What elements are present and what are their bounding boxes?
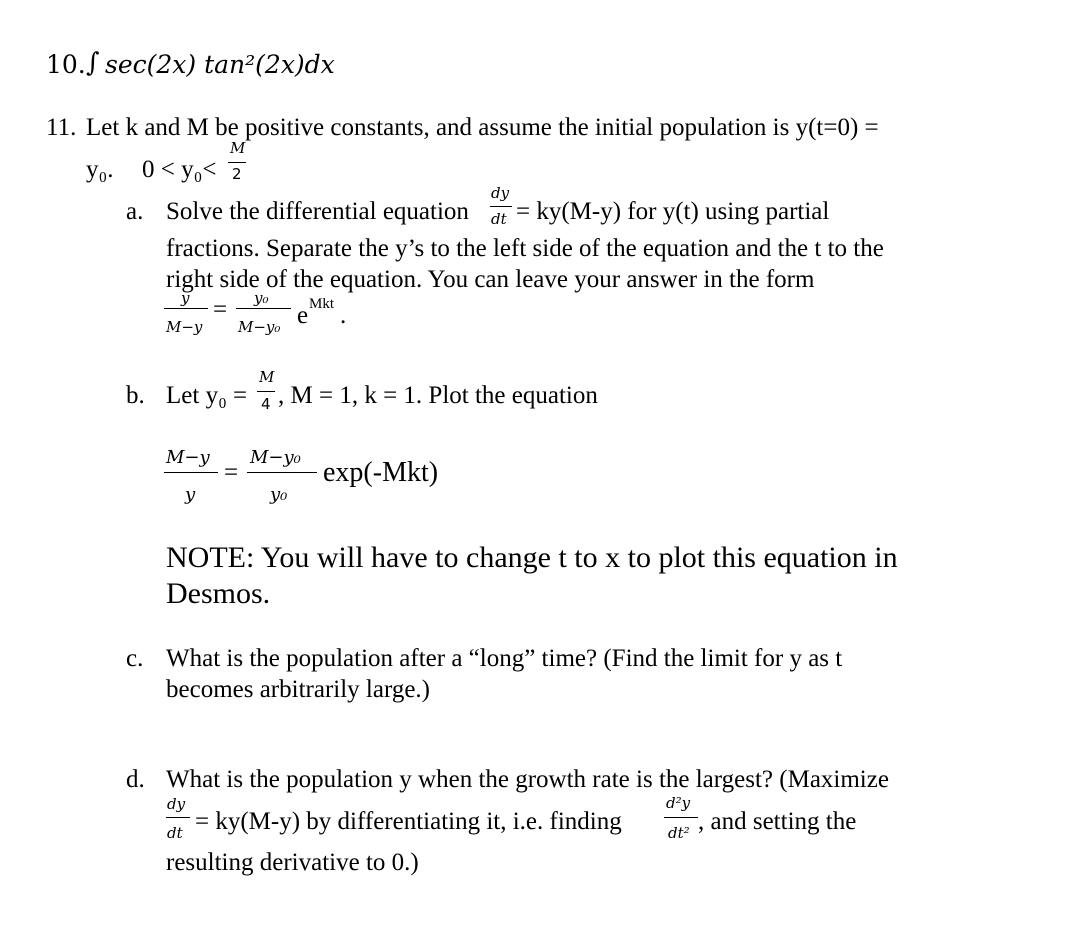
part-b-fraction-denominator: 4 (261, 395, 271, 413)
part-a-line3: right side of the equation. You can leave your answer in the form (166, 266, 815, 293)
part-d-derivative-bar (166, 817, 190, 818)
form-lhs-denominator: M−y (166, 318, 203, 336)
part-a-dy: dy (491, 184, 510, 202)
part-d-line1: What is the population y when the growth rate is the largest? (Maximize (166, 766, 889, 793)
form-exponent: Mkt (309, 296, 335, 312)
condition-fraction-numerator: M (230, 139, 246, 157)
part-b-text-end: , M = 1, k = 1. Plot the equation (278, 382, 598, 409)
part-d-label: d. (126, 766, 145, 793)
part-b-label: b. (126, 382, 145, 409)
form-rhs-denominator: M−y₀ (238, 318, 281, 336)
part-d-line3: resulting derivative to 0.) (166, 849, 419, 876)
part-a-label: a. (126, 198, 144, 225)
part-b-fraction-numerator: M (259, 368, 275, 386)
form-period: . (340, 302, 347, 329)
part-d-dt: dt (167, 824, 183, 842)
part-d-line2-end: , and setting the (698, 808, 857, 835)
initial-value-y0: y₀. (86, 156, 114, 183)
part-c-line1: What is the population after a “long” time? (Find the limit for y as t (166, 645, 843, 672)
condition-fraction-bar (228, 162, 246, 163)
problem-10-expression: sec(2x) tan²(2x)dx (105, 50, 335, 79)
plot-lhs-denominator: y (185, 484, 196, 505)
plot-equals: = (224, 459, 239, 486)
plot-rhs-bar (247, 472, 317, 473)
form-exponential-base: e (297, 302, 309, 329)
plot-exponential: exp(-Mkt) (323, 457, 439, 488)
part-d-dy: dy (167, 795, 186, 813)
form-equals: = (213, 296, 228, 323)
part-d-dt2: dt² (668, 824, 690, 842)
part-a-line1-text: Solve the differential equation (166, 198, 469, 225)
part-c-line2: becomes arbitrarily large.) (166, 676, 431, 703)
plot-rhs-denominator: y₀ (270, 484, 288, 505)
problem-11-intro: Let k and M be positive constants, and assume the initial population is y(t=0) = (86, 114, 879, 141)
form-lhs-numerator: y (181, 289, 190, 307)
part-b-fraction-bar (257, 391, 275, 392)
initial-condition: 0 < y₀< (142, 156, 217, 183)
part-a-line2: fractions. Separate the y’s to the left side of the equation and the t to the (166, 235, 884, 262)
part-c-label: c. (126, 645, 144, 672)
part-d-second-derivative-bar (664, 817, 698, 818)
part-a-line1-equation: = ky(M-y) for y(t) using partial (516, 198, 830, 225)
form-lhs-bar (164, 308, 208, 309)
part-b-text-start: Let y₀ = (166, 382, 248, 409)
note-line1: NOTE: You will have to change t to x to plot this equation in (166, 541, 898, 574)
part-d-d2y: d²y (666, 794, 691, 812)
problem-10-number: 10. (46, 50, 86, 79)
note-line2: Desmos. (166, 577, 271, 610)
plot-rhs-numerator: M−y₀ (250, 447, 301, 468)
form-rhs-numerator: y₀ (254, 289, 269, 307)
integral-sign: ∫ (86, 48, 100, 78)
part-a-dt: dt (491, 210, 507, 228)
problem-11-number: 11. (46, 114, 77, 141)
part-a-derivative-bar (490, 206, 512, 207)
condition-fraction-denominator: 2 (232, 165, 242, 183)
plot-lhs-bar (164, 472, 218, 473)
plot-lhs-numerator: M−y (166, 447, 210, 468)
part-d-line2-text: = ky(M-y) by differentiating it, i.e. finding (195, 808, 622, 835)
form-rhs-bar (236, 308, 291, 309)
